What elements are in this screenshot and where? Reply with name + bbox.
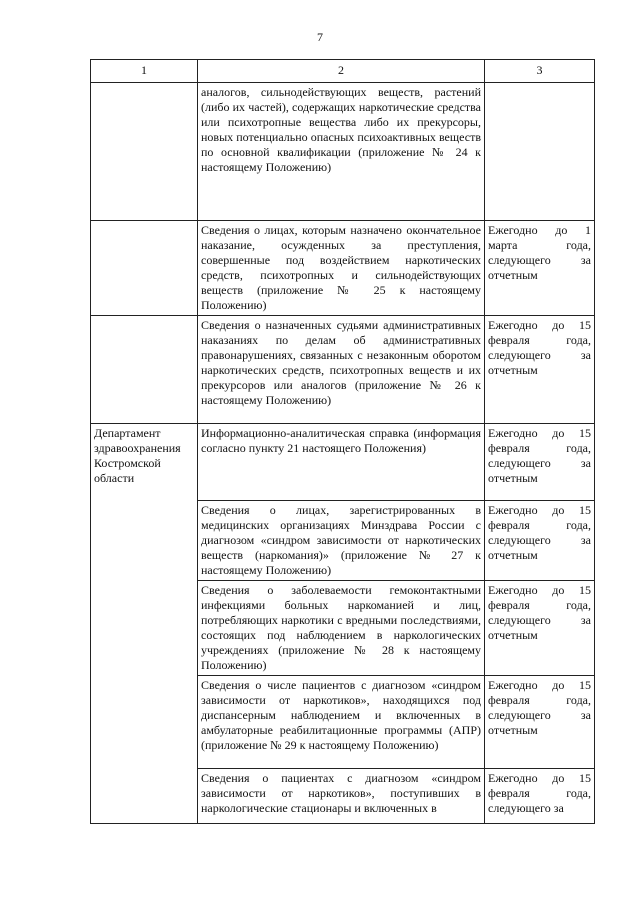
deadline-cell: Ежегодно до 15 февраля года, следующего за отчетным <box>485 424 595 501</box>
column-header-3: 3 <box>485 60 595 83</box>
reporting-table <box>90 59 595 824</box>
report-description-cell: Сведения о лицах, зарегистрированных в медицинских организациях Минздрава России с диагнозом «синдром зависимости от наркотических веществ (наркомания)» (приложение № 27 к настоящему Положению) <box>198 501 485 581</box>
deadline-cell: Ежегодно до 1 марта года, следующего за отчетным <box>485 221 595 316</box>
report-description-cell: Сведения о лицах, которым назначено окончательное наказание, осужденных за преступления, совершенные под воздействием наркотических средств, психотропных и сильнодействующих веществ (приложение № 25 к настоящему Положению) <box>198 221 485 316</box>
table-row <box>91 424 595 501</box>
responsible-body-cell <box>91 316 198 424</box>
report-description-cell: аналогов, сильнодействующих веществ, растений (либо их частей), содержащих наркотические средства или психотропные вещества либо их прекурсоры, новых потенциально опасных психоактивных веществ по основной квалификации (приложение № 24 к настоящему Положению) <box>198 83 485 221</box>
table-row <box>91 221 595 316</box>
report-description-cell: Сведения о заболеваемости гемоконтактными инфекциями больных наркоманией и лиц, потребляющих наркотики с вредными последствиями, состоящих под наблюдением в наркологических учреждениях (приложение № 28 к настоящему Положению) <box>198 581 485 676</box>
report-description-cell: Информационно-аналитическая справка (информация согласно пункту 21 настоящего Положения) <box>198 424 485 501</box>
deadline-cell: Ежегодно до 15 февраля года, следующего за отчетным <box>485 501 595 581</box>
report-description-cell: Сведения о назначенных судьями административных наказаниях по делам об административных правонарушениях, связанных с незаконным оборотом наркотических средств, психотропных веществ и их прекурсоров или аналогов (приложение № 26 к настоящему Положению) <box>198 316 485 424</box>
table-header-row <box>91 60 595 83</box>
deadline-cell: Ежегодно до 15 февраля года, следующего за отчетным <box>485 676 595 769</box>
report-description-cell: Сведения о числе пациентов с диагнозом «синдром зависимости от наркотиков», находящихся под диспансерным наблюдением и включенных в амбулаторные реабилитационные программы (АПР) (приложение № 29 к настоящему Положению) <box>198 676 485 769</box>
responsible-body-cell <box>91 221 198 316</box>
column-header-2: 2 <box>198 60 485 83</box>
responsible-body-cell <box>91 83 198 221</box>
page-number: 7 <box>317 30 323 44</box>
responsible-body-cell: Департамент здравоохранения Костромской области <box>91 424 198 824</box>
deadline-cell <box>485 83 595 221</box>
column-header-1: 1 <box>91 60 198 83</box>
report-description-cell: Сведения о пациентах с диагнозом «синдром зависимости от наркотиков», поступивших в наркологические стационары и включенных в <box>198 769 485 824</box>
deadline-cell: Ежегодно до 15 февраля года, следующего за отчетным <box>485 316 595 424</box>
deadline-cell: Ежегодно до 15 февраля года, следующего за отчетным <box>485 581 595 676</box>
deadline-cell: Ежегодно до 15 февраля года, следующего за <box>485 769 595 824</box>
table-row <box>91 316 595 424</box>
table-row <box>91 83 595 221</box>
